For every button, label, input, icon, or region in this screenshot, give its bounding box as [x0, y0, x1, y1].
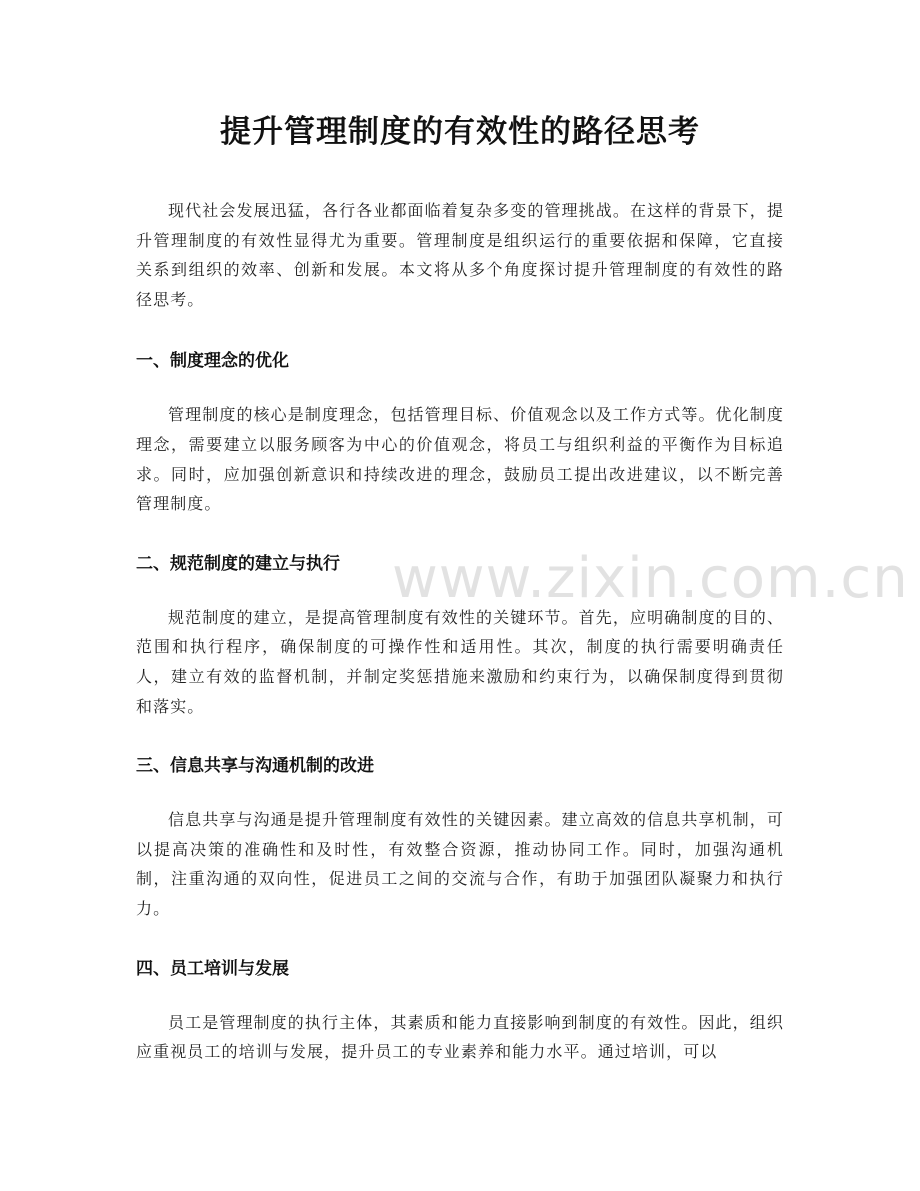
document-title: 提升管理制度的有效性的路径思考 — [220, 114, 700, 150]
section-heading: 二、规范制度的建立与执行 — [136, 553, 340, 574]
section-heading: 四、员工培训与发展 — [136, 958, 289, 979]
watermark-text: www.zixin.com.cn — [392, 546, 909, 611]
section-paragraph: 信息共享与沟通是提升管理制度有效性的关键因素。建立高效的信息共享机制，可以提高决策的准确性和及时性，有效整合资源，推动协同工作。同时，加强沟通机制，注重沟通的双向性，促进员工之间的交流与合作，有助于加强团队凝聚力和执行力。 — [136, 810, 784, 918]
section-3 — [136, 753, 784, 923]
section-paragraph: 管理制度的核心是制度理念，包括管理目标、价值观念以及工作方式等。优化制度理念，需要建立以服务顾客为中心的价值观念，将员工与组织利益的平衡作为目标追求。同时，应加强创新意识和持续改进的理念，鼓励员工提出改进建议，以不断完善管理制度。 — [136, 405, 784, 514]
section-heading: 一、制度理念的优化 — [136, 351, 289, 372]
section-1 — [136, 348, 784, 518]
section-paragraph: 规范制度的建立，是提高管理制度有效性的关键环节。首先，应明确制度的目的、范围和执行程序，确保制度的可操作性和适用性。其次，制度的执行需要明确责任人，建立有效的监督机制，并制定奖惩措施来激励和约束行为，以确保制度得到贯彻和落实。 — [136, 607, 784, 716]
section-paragraph: 员工是管理制度的执行主体，其素质和能力直接影响到制度的有效性。因此，组织应重视员工的培训与发展，提升员工的专业素养和能力水平。通过培训，可以 — [136, 1012, 784, 1062]
intro-paragraph: 现代社会发展迅猛，各行各业都面临着复杂多变的管理挑战。在这样的背景下，提升管理制度的有效性显得尤为重要。管理制度是组织运行的重要依据和保障，它直接关系到组织的效率、创新和发展。本文将从多个角度探讨提升管理制度的有效性的路径思考。 — [136, 201, 784, 309]
section-4 — [136, 956, 784, 1067]
section-heading: 三、信息共享与沟通机制的改进 — [136, 756, 374, 777]
section-2 — [136, 551, 784, 721]
